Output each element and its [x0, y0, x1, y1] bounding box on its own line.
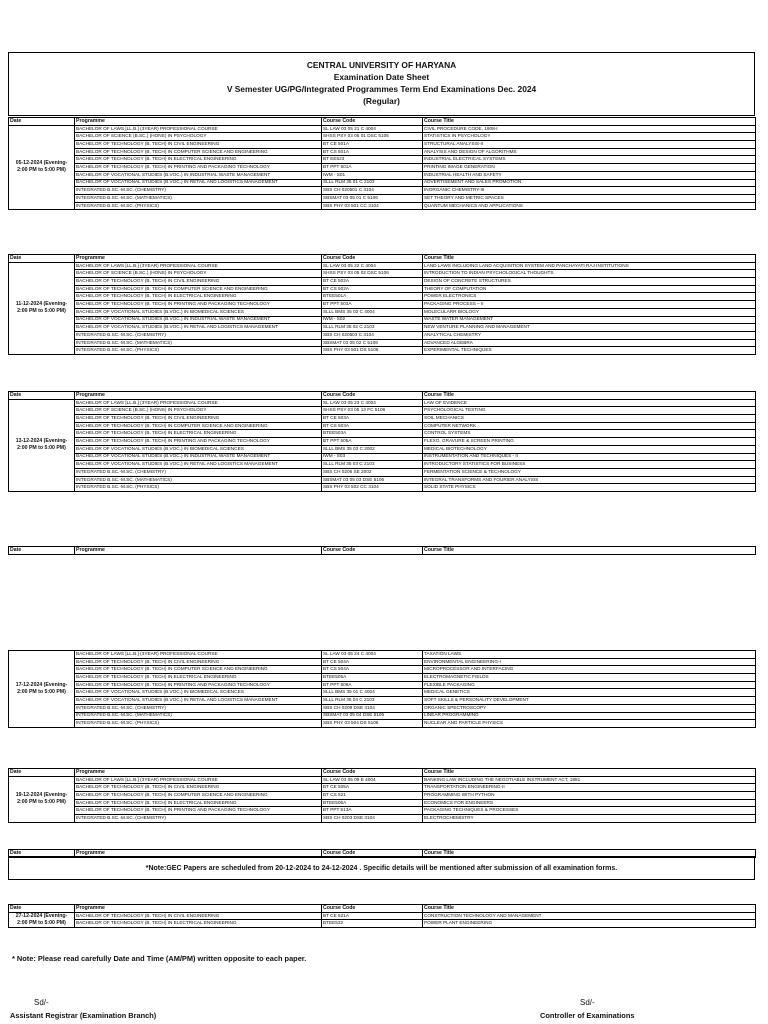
col-header-course-code: Course Code [322, 392, 423, 400]
table-header-row [9, 255, 756, 263]
table-row [9, 651, 756, 659]
col-header-programme: Programme [75, 118, 322, 126]
course-code: SBS PHY 03 501 DS 5106 [322, 347, 423, 355]
course-title: LAND LAWS INCLUDING LAND ACQUISITION SYSTEM AND PANCHAYATI RAJ INSTITUTIONS [423, 262, 756, 270]
table-row [9, 422, 756, 430]
course-code: SBSMAT 03 05 02 C 5106 [322, 339, 423, 347]
course-title: PROGRAMMING WITH PYTHON [423, 792, 756, 800]
programme: BACHELOR OF TECHNOLOGY (B. TECH) IN ELECTRICAL ENGINEERING [75, 430, 322, 438]
course-title: POWER ELECTRONICS [423, 293, 756, 301]
course-code: SL LAW 03 05 21 C 4004 [322, 125, 423, 133]
course-title: PSYCHOLOGICAL TESTING [423, 407, 756, 415]
course-code: BT CS 503A [322, 422, 423, 430]
course-code: SL LAW 03 05 23 C 4004 [322, 399, 423, 407]
table-row [9, 187, 756, 195]
course-title: MOLECULARR BIOLOGY [423, 308, 756, 316]
table-row [9, 461, 756, 469]
table-row [9, 324, 756, 332]
signature-sd: Sd/- [580, 998, 595, 1007]
schedule-table [8, 768, 756, 823]
course-title: MEDICAL BIOTECHNOLOGY [423, 445, 756, 453]
col-header-date: Date [9, 769, 75, 777]
table-row [9, 293, 756, 301]
course-code: BTEE506A [322, 799, 423, 807]
course-code: SLLL BMS 35 01 C 4004 [322, 689, 423, 697]
programme: BACHELOR OF TECHNOLOGY (B. TECH) IN COMPUTER SCIENCE AND ENGINEERING [75, 422, 322, 430]
table-row [9, 807, 756, 815]
course-code: BT PPT 513A [322, 807, 423, 815]
table-row [9, 792, 756, 800]
course-title: ANALYSIS AND DESIGN OF ALGORITHMS [423, 148, 756, 156]
course-title: QUANTUM MECHANICS AND APPLICATIONS [423, 202, 756, 210]
col-header-programme: Programme [75, 547, 322, 555]
course-code: SHSS PSY 03 05 01 DSC 5106 [322, 133, 423, 141]
table-row [9, 347, 756, 355]
exam-date: 17-12-2024 (Evening- 2:00 PM to 5:00 PM) [9, 651, 75, 728]
course-title: SOFT SKILLS & PERSONALITY DEVELOPMENT [423, 697, 756, 705]
course-code: BT CE 504A [322, 658, 423, 666]
course-title: SOLID STATE PHYSICS [423, 484, 756, 492]
programme: BACHELOR OF TECHNOLOGY (B. TECH) IN ELECTRICAL ENGINEERING [75, 920, 322, 928]
table-row [9, 666, 756, 674]
col-header-course-code: Course Code [322, 547, 423, 555]
table-row [9, 484, 756, 492]
course-title: TRANSPORTATION ENGINEERING-II [423, 784, 756, 792]
col-header-programme: Programme [75, 255, 322, 263]
programme: INTEGRATED B.SC.-M.SC. (MATHEMATICS) [75, 712, 322, 720]
programme: BACHELOR OF TECHNOLOGY (B. TECH) IN CIVIL ENGINEERING [75, 658, 322, 666]
course-code: SBS CH 020503 C 3104 [322, 331, 423, 339]
col-header-date: Date [9, 255, 75, 263]
programme: BACHELOR OF TECHNOLOGY (B. TECH) IN CIVIL ENGINEERING [75, 415, 322, 423]
programme: BACHELOR OF TECHNOLOGY (B. TECH) IN ELECTRICAL ENGINEERING [75, 674, 322, 682]
table-row [9, 171, 756, 179]
programme: BACHELOR OF TECHNOLOGY (B. TECH) IN CIVIL ENGINEERING [75, 912, 322, 920]
programme: INTEGRATED B.SC.-M.SC. (CHEMISTRY) [75, 187, 322, 195]
table-row [9, 278, 756, 286]
table-header-row [9, 769, 756, 777]
table-row [9, 815, 756, 823]
programme: INTEGRATED B.SC.-M.SC. (CHEMISTRY) [75, 704, 322, 712]
course-code: SLLL RLM 35 03 C 2103 [322, 461, 423, 469]
signature-assistant-registrar [10, 998, 156, 1020]
programme: BACHELOR OF TECHNOLOGY (B. TECH) IN PRINTING AND PACKAGING TECHNOLOGY [75, 438, 322, 446]
programme: BACHELOR OF VOCATIONAL STUDIES (B.VOC.) IN RETAIL AND LOGISTICS MANAGEMENT [75, 697, 322, 705]
table-row [9, 164, 756, 172]
table-row [9, 712, 756, 720]
programme: BACHELOR OF VOCATIONAL STUDIES (B.VOC.) IN INDUSTRIAL WASTE MANAGEMENT [75, 316, 322, 324]
table-row [9, 285, 756, 293]
course-code: BT PPT 509A [322, 681, 423, 689]
course-title: SET THEORY AND METRIC SPACES [423, 194, 756, 202]
table-header-row [9, 392, 756, 400]
programme: BACHELOR OF TECHNOLOGY (B. TECH) IN PRINTING AND PACKAGING TECHNOLOGY [75, 681, 322, 689]
course-title: LINEAR PROGRAMMING [423, 712, 756, 720]
course-title: SOIL MECHANICS [423, 415, 756, 423]
table-row [9, 468, 756, 476]
course-code: SBS PHY 03 504 DS 5106 [322, 720, 423, 728]
course-title: FERMENTATION SCIENCE & TECHNOLOGY [423, 468, 756, 476]
table-row [9, 689, 756, 697]
gec-note: *Note:GEC Papers are scheduled from 20-12-2024 to 24-12-2024 . Specific details will be mentioned after submission of all examination forms. [145, 865, 618, 872]
course-code: BT CS 502A [322, 285, 423, 293]
table-row [9, 179, 756, 187]
table-row [9, 720, 756, 728]
programme: BACHELOR OF SCIENCE (B.SC.) (HONS) IN PSYCHOLOGY [75, 270, 322, 278]
course-title: INDUSTRIAL HEALTH AND SAFETY [423, 171, 756, 179]
programme: BACHELOR OF TECHNOLOGY (B. TECH) IN CIVIL ENGINEERING [75, 278, 322, 286]
table-row [9, 133, 756, 141]
col-header-programme: Programme [75, 850, 322, 858]
course-code: BT CE 501A [322, 141, 423, 149]
course-title: INTRODUCTORY STATISTICS FOR BUSINESS [423, 461, 756, 469]
course-code: SLLL RLM 35 04 C 2103 [322, 697, 423, 705]
course-code: BT CS 521 [322, 792, 423, 800]
col-header-programme: Programme [75, 392, 322, 400]
programme: BACHELOR OF LAWS [LL.B.] (3YEAR) PROFESSIONAL COURSE [75, 399, 322, 407]
col-header-date: Date [9, 850, 75, 858]
course-code: SLLL BMS 35 02 C 4004 [322, 308, 423, 316]
course-title: THEORY OF COMPUTATION [423, 285, 756, 293]
table-row [9, 308, 756, 316]
table-row [9, 399, 756, 407]
course-code: SBS CH 0203 DSE 3104 [322, 815, 423, 823]
course-title: STRUCTURAL ANALYSIS-II [423, 141, 756, 149]
course-code: BT PPT 503A [322, 301, 423, 309]
course-title: CIVIL PROCEDURE CODE, 1908-I [423, 125, 756, 133]
exam-mode: (Regular) [363, 96, 400, 106]
table-row [9, 920, 756, 928]
programme: BACHELOR OF TECHNOLOGY (B. TECH) IN ELECTRICAL ENGINEERING [75, 293, 322, 301]
table-row [9, 407, 756, 415]
col-header-programme: Programme [75, 769, 322, 777]
course-title: LAW OF EVIDENCE [423, 399, 756, 407]
course-title: ECONOMICS FOR ENGINEERS [423, 799, 756, 807]
col-header-date: Date [9, 547, 75, 555]
exam-date: 13-12-2024 (Evening- 2:00 PM to 5:00 PM) [9, 399, 75, 491]
course-code: BT EE523 [322, 156, 423, 164]
course-title: FLEXO, GRAVURE & SCREEN PRINTING [423, 438, 756, 446]
course-title: ELECTROMAGNETIC FIELDS [423, 674, 756, 682]
course-code: BTEE532 [322, 920, 423, 928]
course-title: MEDICAL GENETICS [423, 689, 756, 697]
course-title: ANALYTICAL CHEMISTRY [423, 331, 756, 339]
col-header-course-code: Course Code [322, 905, 423, 913]
university-name: CENTRAL UNIVERSITY OF HARYANA [306, 60, 457, 70]
exam-title: V Semester UG/PG/Integrated Programmes Term End Examinations Dec. 2024 [226, 84, 537, 94]
course-title: CONSTRUCTION TECHNOLOGY AND MANAGEMENT [423, 912, 756, 920]
course-code: SBS CH 020501 C 3104 [322, 187, 423, 195]
programme: BACHELOR OF VOCATIONAL STUDIES (B.VOC.) IN BIOMEDICAL SCIENCES [75, 445, 322, 453]
table-row [9, 262, 756, 270]
table-row [9, 316, 756, 324]
programme: INTEGRATED B.SC.-M.SC. (PHYSICS) [75, 202, 322, 210]
course-code: BT CS 501A [322, 148, 423, 156]
course-title: INSTRUMENTATION AND TECHNIQUES - II [423, 453, 756, 461]
table-row [9, 438, 756, 446]
col-header-course-code: Course Code [322, 118, 423, 126]
signature-role: Controller of Examinations [540, 1011, 635, 1020]
programme: BACHELOR OF TECHNOLOGY (B. TECH) IN CIVIL ENGINEERING [75, 784, 322, 792]
course-code: SBS PHY 03 502 CC 3104 [322, 484, 423, 492]
schedule-table [8, 650, 756, 728]
table-row [9, 141, 756, 149]
table-row [9, 156, 756, 164]
programme: BACHELOR OF TECHNOLOGY (B. TECH) IN PRINTING AND PACKAGING TECHNOLOGY [75, 807, 322, 815]
course-title: WASTE WATER MANAGEMENT [423, 316, 756, 324]
programme: BACHELOR OF LAWS [LL.B.] (3YEAR) PROFESSIONAL COURSE [75, 262, 322, 270]
table-row [9, 339, 756, 347]
course-code: IWM - S03 [322, 453, 423, 461]
course-title: ELECTROCHEMISTRY [423, 815, 756, 823]
table-row [9, 658, 756, 666]
course-title: ORGANIC SPECTROSCOPY [423, 704, 756, 712]
programme: BACHELOR OF VOCATIONAL STUDIES (B.VOC.) IN BIOMEDICAL SCIENCES [75, 689, 322, 697]
table-row [9, 681, 756, 689]
schedule-table [8, 254, 756, 355]
course-title: PACKAGING PROCESS – II [423, 301, 756, 309]
programme: BACHELOR OF LAWS [LL.B.] (3YEAR) PROFESSIONAL COURSE [75, 776, 322, 784]
col-header-course-title: Course Title [423, 547, 756, 555]
exam-date: 05-12-2024 (Evening- 2:00 PM to 5:00 PM) [9, 125, 75, 210]
course-title: DESIGN OF CONCRETE STRUCTURES [423, 278, 756, 286]
course-title: ENVIRONMENTAL ENGINEERING-I [423, 658, 756, 666]
course-code: BT CE 502A [322, 278, 423, 286]
table-row [9, 301, 756, 309]
table-row [9, 331, 756, 339]
table-row [9, 430, 756, 438]
table-row [9, 799, 756, 807]
programme: BACHELOR OF SCIENCE (B.SC.) (HONS) IN PSYCHOLOGY [75, 133, 322, 141]
programme: BACHELOR OF LAWS [LL.B.] (3YEAR) PROFESSIONAL COURSE [75, 651, 322, 659]
course-title: PACKAGING TECHNIQUES & PROCESSES [423, 807, 756, 815]
exam-date: 19-12-2024 (Evening- 2:00 PM to 5:00 PM) [9, 776, 75, 822]
course-code: BT CE 521A [322, 912, 423, 920]
programme: BACHELOR OF VOCATIONAL STUDIES (B.VOC.) IN RETAIL AND LOGISTICS MANAGEMENT [75, 324, 322, 332]
table-header-row [9, 905, 756, 913]
programme: BACHELOR OF VOCATIONAL STUDIES (B.VOC.) IN INDUSTRIAL WASTE MANAGEMENT [75, 171, 322, 179]
table-row [9, 776, 756, 784]
course-code: SBSMAT 03 05 03 DSE 5106 [322, 476, 423, 484]
programme: BACHELOR OF VOCATIONAL STUDIES (B.VOC.) IN INDUSTRIAL WASTE MANAGEMENT [75, 453, 322, 461]
programme: BACHELOR OF TECHNOLOGY (B. TECH) IN ELECTRICAL ENGINEERING [75, 156, 322, 164]
course-title: ADVERTISEMENT AND SALES PROMOTION [423, 179, 756, 187]
course-code: BT CS 504A [322, 666, 423, 674]
col-header-course-title: Course Title [423, 850, 756, 858]
course-code: SLLL RLM 35 01 C 2103 [322, 179, 423, 187]
course-code: BTEE501A [322, 293, 423, 301]
course-title: MICROPROCESSOR AND INTERFACING [423, 666, 756, 674]
table-row [9, 704, 756, 712]
programme: INTEGRATED B.SC.-M.SC. (CHEMISTRY) [75, 468, 322, 476]
programme: BACHELOR OF TECHNOLOGY (B. TECH) IN COMPUTER SCIENCE AND ENGINEERING [75, 666, 322, 674]
course-title: INDUSTRIAL ELECTRICAL SYSTEMS [423, 156, 756, 164]
gec-note-box [8, 856, 755, 880]
table-row [9, 697, 756, 705]
programme: INTEGRATED B.SC.-M.SC. (PHYSICS) [75, 347, 322, 355]
course-code: SL LAW 03 05 24 C 4004 [322, 651, 423, 659]
course-title: INTRODUCTION TO INDIAN PSYCHOLOGICAL THOUGHTS [423, 270, 756, 278]
schedule-table [8, 391, 756, 492]
course-title: CONTROL SYSTEMS [423, 430, 756, 438]
course-code: SBS CH 0206 SE 2002 [322, 468, 423, 476]
programme: BACHELOR OF VOCATIONAL STUDIES (B.VOC.) IN RETAIL AND LOGISTICS MANAGEMENT [75, 461, 322, 469]
course-code: SBS PHY 03 501 CC 3104 [322, 202, 423, 210]
programme: BACHELOR OF TECHNOLOGY (B. TECH) IN PRINTING AND PACKAGING TECHNOLOGY [75, 164, 322, 172]
course-code: SHSS PSY 03 05 02 DSC 5106 [322, 270, 423, 278]
programme: BACHELOR OF VOCATIONAL STUDIES (B.VOC.) IN RETAIL AND LOGISTICS MANAGEMENT [75, 179, 322, 187]
course-title: EXPERIMENTAL TECHNIQUES [423, 347, 756, 355]
course-code: SL LAW 03 05 22 C 4004 [322, 262, 423, 270]
course-code: BT CE 505A [322, 784, 423, 792]
course-title: INORGANIC CHEMISTRY-III [423, 187, 756, 195]
schedule-table [8, 117, 756, 210]
course-title: PRINTING IMAGE GENERATION [423, 164, 756, 172]
table-row [9, 445, 756, 453]
table-row [9, 194, 756, 202]
col-header-date: Date [9, 905, 75, 913]
course-code: BTEE503A [322, 430, 423, 438]
programme: BACHELOR OF SCIENCE (B.SC.) (HONS) IN PSYCHOLOGY [75, 407, 322, 415]
col-header-course-title: Course Title [423, 769, 756, 777]
sheet-title: Examination Date Sheet [333, 72, 430, 82]
course-code: IWM - S01 [322, 171, 423, 179]
programme: BACHELOR OF TECHNOLOGY (B. TECH) IN COMPUTER SCIENCE AND ENGINEERING [75, 285, 322, 293]
document-header [8, 52, 755, 116]
col-header-course-title: Course Title [423, 255, 756, 263]
course-code: BT CE 503A [322, 415, 423, 423]
schedule-table [8, 904, 756, 928]
course-code: SBSMAT 03 05 04 DSE 5106 [322, 712, 423, 720]
programme: BACHELOR OF TECHNOLOGY (B. TECH) IN CIVIL ENGINEERING [75, 141, 322, 149]
programme: INTEGRATED B.SC.-M.SC. (MATHEMATICS) [75, 194, 322, 202]
bottom-note: * Note: Please read carefully Date and Time (AM/PM) written opposite to each paper. [12, 954, 307, 963]
programme: BACHELOR OF TECHNOLOGY (B. TECH) IN COMPUTER SCIENCE AND ENGINEERING [75, 792, 322, 800]
course-title: NUCLEAR AND PARTICLE PHYSICS [423, 720, 756, 728]
table-row [9, 202, 756, 210]
table-row [9, 415, 756, 423]
programme: INTEGRATED B.SC.-M.SC. (CHEMISTRY) [75, 331, 322, 339]
signature-role: Assistant Registrar (Examination Branch) [10, 1011, 157, 1020]
signature-controller [540, 998, 634, 1020]
table-row [9, 148, 756, 156]
programme: INTEGRATED B.SC.-M.SC. (MATHEMATICS) [75, 476, 322, 484]
col-header-date: Date [9, 392, 75, 400]
signature-sd: Sd/- [34, 998, 49, 1007]
course-title: NEW VENTURE PLANNING AND MANAGEMENT [423, 324, 756, 332]
programme: BACHELOR OF TECHNOLOGY (B. TECH) IN PRINTING AND PACKAGING TECHNOLOGY [75, 301, 322, 309]
programme: INTEGRATED B.SC.-M.SC. (PHYSICS) [75, 484, 322, 492]
course-code: SLLL RLM 35 02 C 2103 [322, 324, 423, 332]
programme: BACHELOR OF TECHNOLOGY (B. TECH) IN COMPUTER SCIENCE AND ENGINEERING [75, 148, 322, 156]
col-header-date: Date [9, 118, 75, 126]
programme: INTEGRATED B.SC.-M.SC. (MATHEMATICS) [75, 339, 322, 347]
table-row [9, 912, 756, 920]
exam-date: 27-12-2024 (Evening- 2:00 PM to 5:00 PM) [9, 912, 75, 927]
course-title: ADVANCED ALGEBRA [423, 339, 756, 347]
programme: BACHELOR OF TECHNOLOGY (B. TECH) IN ELECTRICAL ENGINEERING [75, 799, 322, 807]
course-title: POWER PLANT ENGINEERING [423, 920, 756, 928]
col-header-programme: Programme [75, 905, 322, 913]
col-header-course-title: Course Title [423, 392, 756, 400]
col-header-course-title: Course Title [423, 118, 756, 126]
course-code: BT PPT 505A [322, 438, 423, 446]
course-code: IWM - S02 [322, 316, 423, 324]
course-code: SHSS PSY 03 05 13 FC 5106 [322, 407, 423, 415]
col-header-course-code: Course Code [322, 769, 423, 777]
col-header-course-title: Course Title [423, 905, 756, 913]
col-header-course-code: Course Code [322, 255, 423, 263]
programme: INTEGRATED B.SC.-M.SC. (CHEMISTRY) [75, 815, 322, 823]
table-row [9, 784, 756, 792]
course-code: SBS CH 0209 DSE 3104 [322, 704, 423, 712]
table-row [9, 476, 756, 484]
exam-date: 11-12-2024 (Evening- 2:00 PM to 5:00 PM) [9, 262, 75, 354]
empty-schedule-header [8, 546, 756, 555]
course-code: SL LAW 03 05 09 E 4004 [322, 776, 423, 784]
course-code: BT PPT 501A [322, 164, 423, 172]
course-title: TAXATION LAWS [423, 651, 756, 659]
table-row [9, 453, 756, 461]
programme: BACHELOR OF LAWS [LL.B.] (3YEAR) PROFESSIONAL COURSE [75, 125, 322, 133]
table-header-row [9, 118, 756, 126]
course-code: SBSMAT 03 05 01 C 5106 [322, 194, 423, 202]
course-code: SLLL BMS 35 03 C 2002 [322, 445, 423, 453]
course-title: INTEGRAL TRANSFORMS AND FOURIER ANALYSIS [423, 476, 756, 484]
course-code: BTEE505A [322, 674, 423, 682]
table-row [9, 674, 756, 682]
table-row [9, 125, 756, 133]
course-title: FLEXIBLE PACKAGING [423, 681, 756, 689]
course-title: COMPUTER NETWORK [423, 422, 756, 430]
course-title: STATISTICS IN PSYCHOLOGY [423, 133, 756, 141]
table-row [9, 270, 756, 278]
programme: BACHELOR OF VOCATIONAL STUDIES (B.VOC.) IN BIOMEDICAL SCIENCES [75, 308, 322, 316]
course-title: BANKING LAW INCLUDING THE NEGOTIABLE INSTRUMENT ACT, 1881 [423, 776, 756, 784]
table-header-row [9, 547, 756, 555]
col-header-course-code: Course Code [322, 850, 423, 858]
programme: INTEGRATED B.SC.-M.SC. (PHYSICS) [75, 720, 322, 728]
